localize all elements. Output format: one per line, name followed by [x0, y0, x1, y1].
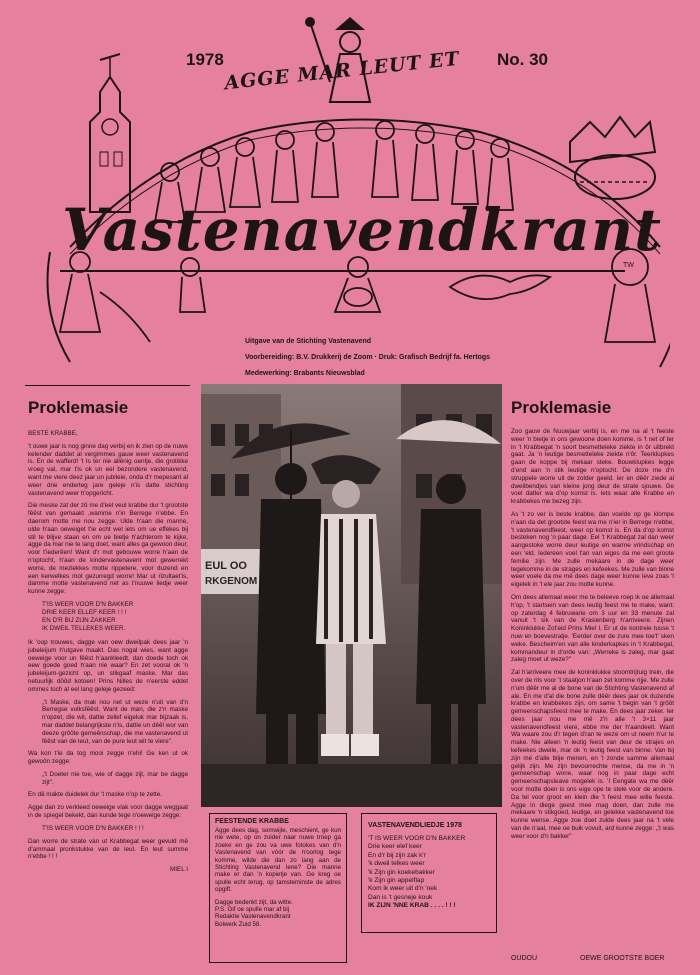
feestende-box: [209, 813, 347, 963]
left-song-line: T'IS WEER VOOR D'N BAKKER ! ! !: [42, 824, 144, 832]
song-line: T'IS WEER VOOR D'N BAKKER: [42, 600, 134, 608]
left-paragraph: Die meske zat der zô me d'eel veul krabbe dur 't grootste fêêst van gemaakt ,wamme n'in Berrege n'ebbe. En daerom motte me nou zegge: Ulde h'aan die manne, ulde h'aan oeweiget t'ie echt wel iets om ue effekes bij stil te blijve staan en om ue bietje h'achterom te kijke, agge da mar nie te lang doet, want alles ga gewoon deur, voor t'iederêen! Want d'r mot gebouwe worre h'aan de n'optocht, h'aan de kindervastenavent mot gewerrekt worre, de meziekkes motte rippetere, voor duzend en een kerwelkes mot gezurregd worre! Mar ut rizultaet'is, damme motte vastenavend net as t'nuuwe liedje weer kunne zegge:: [28, 502, 188, 596]
left-greeting: BESTE KRABBE,: [28, 430, 78, 437]
liedje-line: Kom ik weer uit d'n 'oek: [368, 885, 438, 893]
year: 1978: [186, 50, 224, 69]
liedje-line: 'k Zijn gin appelflap: [368, 877, 425, 885]
publisher-line: Uitgave van de Stichting Vastenavend: [245, 338, 372, 345]
right-column: [511, 398, 674, 846]
left-signature: MIEL I: [170, 866, 188, 874]
liedje-line: 'k dweil telkes weer: [368, 860, 425, 868]
issue-number: No. 30: [497, 50, 549, 69]
left-paragraph: Agge dan zo verkleed oeweige vlak voor dagge weggaat in de spiegel bekekt, dan kunde tege n'oeweige zegge:: [28, 804, 188, 820]
liedje-line: En d'r bij zijn zak k'r: [368, 851, 426, 859]
left-paragraph: Dan worre de strate van ut Krabbegat weer gevuld mê d'ammaal pronkstukke van de leut. En leut summe n'ebbe ! ! !: [28, 837, 188, 861]
right-paragraph: Zal h'arriveere mee de koninklukke stoomtrijtuig trein, die over de rils voor 't staatjon h'aan zet komme rijje. Me zulle n'um dêêr me al de bone van de Stichting Vastenavend af ale. En me d'al die bone zulle dêêr dees jaar ok duzende krabbe en krabbekes zijn, om same 't begin van 't grôôt gemeenschapsfeest mee te make. En dees jaar zeker. Ier dees jaar nou me mê z'n alle 't 3×11 jaar vastenavendfeest viere, ebbe me der h'aandeelt. Want Wa waare zou d'r tegen d'ran te weze om ut neem h'ur te make. Nie alleen 'n leutig feest van deur de strajes en kefeekes dweile, mar ok 'n leutig feest van binne. Van bij zijn mé d'alle blije menen, en 'I zonde samme allemaal gelijk zijn. Me zijn bevoorrechte mense, da me in 'n gemeenschap wone, waar nog in paar dage echt gemeenschapsleave mogelek is. 'I Eengate wa me dêêr voor motte doen is ons eige ope te stele voor de andere. Da tel voor groot en klein die 't feest mee wille feeste. Agge in diege geest mee mag doen, dan zulle me mekaare 'n stikgoed, leutige, en gelekke vastenavend toe kunne wense. Agge zoe doet zulde dees jaar na 't vele van de n'aal, mee oe buik vovuit, ard kunne zegge: „'t was weer voor d'n bakker": [511, 669, 674, 840]
left-paragraph: 't ouwe jaar is nog ginne dag verbij en ik zien op de nuwe kelender daddet al vergimmes gauw weer vastenavend is. En de wafferd! 't Is ter nie allênig oentje, die grotikke vroeg val, mar t'is ok un eel bezondere vastenavend, want me viere deez jaar un jubileie, onda d'r mepesant al weer drie enderteg jare geleje n'is datte stichting vastenavend weer h'opgericht.: [28, 442, 188, 497]
oudou-signature: OUDOU: [511, 955, 538, 962]
song-line: DRIE KEER ELLEF KEER ! ! !: [42, 608, 127, 616]
liedje-line: Drie keer elef keer: [368, 843, 422, 851]
left-song: [28, 601, 188, 633]
liedje-line: 'k Zijn gin koekebakker: [368, 868, 435, 876]
feestende-line: Dagge bedenkt zijt, da witte.: [215, 898, 293, 906]
left-paragraph: Ik 'oop trouwes, dagge van oew dweilpak dees jaar 'n jubeleijum h'utgave maakt. Das nogal wies, want agge oeweige voor un fêêst h'aankleedt, dan doede toch ok eew goede goed h'aan nie waar? En zet vooral ok 'n jubeleijum-gezicht op, un stikgaaf maske. Mar das netuurlijk dôôd kotoen! Prins Nilles de n'eerste eddet ommes toch al eel lang geleje gezeed:: [28, 638, 188, 693]
right-signature: OEWE GROOTSTE BOER: [580, 955, 665, 962]
left-column: [28, 398, 188, 874]
photo-scene: [201, 384, 502, 807]
svg-text:EUL OO: EUL OO: [205, 560, 247, 572]
left-paragraph: Wa kon t'ie da tog mooi zegge n'ehi! Ge ken ut ok gewoôn zegge:: [28, 750, 188, 766]
left-heading: Proklemasie: [28, 398, 129, 417]
feestende-text: Agge dees dag, somwijle, meschient, ge kun nie wete, op on zoider naar nuwe troep ga zoeke en ge zou va uwe fotokes van d'n Vastenavend van vóór de n'oorlog tege komme, wilde die dan zo lang aan de Stichting Vastenavend lene? Die manne make er dan 'n kopietje van. Ge kreg oe spulle echt terug, op tamsteminste de adres opgift.: [215, 827, 341, 894]
right-paragraph: Zoo gauw de Nuuwjaar verbij is, en me na al 't feeste weer 'n bietje in ons gewoone doen komme, is 't net of ter in 't Krabbegat 'n soort besmetteleke ziekte in ôr uitbrekt gaat. Ja 'n leutige besmetteleke ziekte n'ôr. Teerklupkes gaan de koppe bij mekaar steke. Bouwklupkes legge d'end aan 'n stik leutige n'optocht. De doze me d'n struppele worre uit de zolder geeld. Ier en dêêr ziede al dweilbendjes van kleine jong deur de strate sjouwe. Ge voel datter wa d'op komst is. Iets waar alle Krabbe en krabbekes me bezeg zijn.: [511, 428, 674, 506]
liedje-title: VASTENAVENDLIEDJE 1978: [368, 822, 462, 829]
song-line: IK DWEIL TELLEKES WEER.: [42, 624, 126, 632]
left-paragraph: En dâ makte duidelek dur 't maske n'op te zette.: [28, 791, 163, 799]
publication-info: [245, 334, 490, 382]
feestende-title: FEESTENDE KRABBE: [215, 818, 289, 825]
left-quote: „'t Maske, da mak nou net ut weze n'uit van d'n Berregse volksfêêst. Want de man, die z'n maske n'opzet, die wit, dattie zellef eigeluk mar bijzaak is, mar daddet belangrijkste n'is, dattie un dêêl wor van deeze grôôte gemeênschap, die me vastenavend ut fêêst van de leut, van de pure leut wit te viere".: [42, 698, 188, 745]
left-quote: „'t Doeter nie toe, wie of dagge zijt, mar be dagge zijt".: [42, 770, 188, 786]
printer-line: Voorbereiding: B.V. Drukkerij de Zoom · Druk: Grafisch Bedrijf fa. Hertogs: [245, 354, 491, 361]
feestende-line: Bolwerk Zuid 58.: [215, 920, 262, 928]
right-paragraph: Om dees allemaal weer me te beleeve roep ik oe allemaal h'op, 't startsein van dees leutig feest me te make, want: op zaterdag 4 februwarie om 3 uur en 33 menute zal vanuit 't sik van de Krasienberg h'arriveere. Zijnen Koninklukke Zot'eid Prins Miel I. Er ut de kontreie tusse 't nuw en boevestratje. 'Eerder over de zure mee toe't' sken weke. Bescheim'en van alle kinderkapkes in 't Krabbegat, kommandeur in d'orde van: „Werreke is zaleg, mar gaat zaleg moet ut weze?": [511, 593, 674, 664]
artist-mark: TW: [623, 262, 634, 269]
liedje-line: 'T IS WEER VOOR D'N BAKKER: [368, 835, 466, 842]
song-line: EN D'R BIJ ZIJN ZAKKER: [42, 616, 116, 624]
cooperation-line: Medewerking: Brabants Nieuwsblad: [245, 370, 365, 377]
masthead-title: Vastenavendkrant: [62, 196, 662, 264]
liedje-line: Dan is 't gesneje kouk: [368, 893, 433, 901]
liedje-line: IK ZIJN 'NNE KRAB . . . . ! ! !: [368, 902, 456, 910]
parade-photo: [201, 384, 502, 807]
svg-text:RKGENOM: RKGENOM: [205, 576, 258, 587]
right-paragraph: As 't zo ver is beste krabbe, dan voelde op ge klompe n'aan da det grootste feest wa me n'ier in Berrege n'ebbe, 't vastenavendfeest, weer op komst is. En da d'op komst besteken nog 'n paar dage. Eel 't Krabbegat zal dan weer aangestoke worre deur leutige en warme vrindschap en een 'eld. Iedereen voel t'an van eiges da me een groote femilie zijn. Me zulle mekaare in de dage weer tegekomme in de strages en kefeekes. Me zulle van binne weer voele da me mê dees dage weer kunne leve zoas 't eigelek in 't ele jaar zou motte kunne.: [511, 510, 674, 589]
liedje-box: [361, 813, 497, 933]
banner-line: [60, 270, 625, 272]
masthead-motto: AGGE MAR LEUT ET: [223, 47, 461, 95]
feestende-line: Redaktie Vastenavendkrant: [215, 913, 291, 921]
rule-left: [25, 385, 190, 386]
feestende-line: P.S. Gif oe spulle mar af bij: [215, 906, 290, 914]
right-heading: Proklemasie: [511, 398, 612, 417]
